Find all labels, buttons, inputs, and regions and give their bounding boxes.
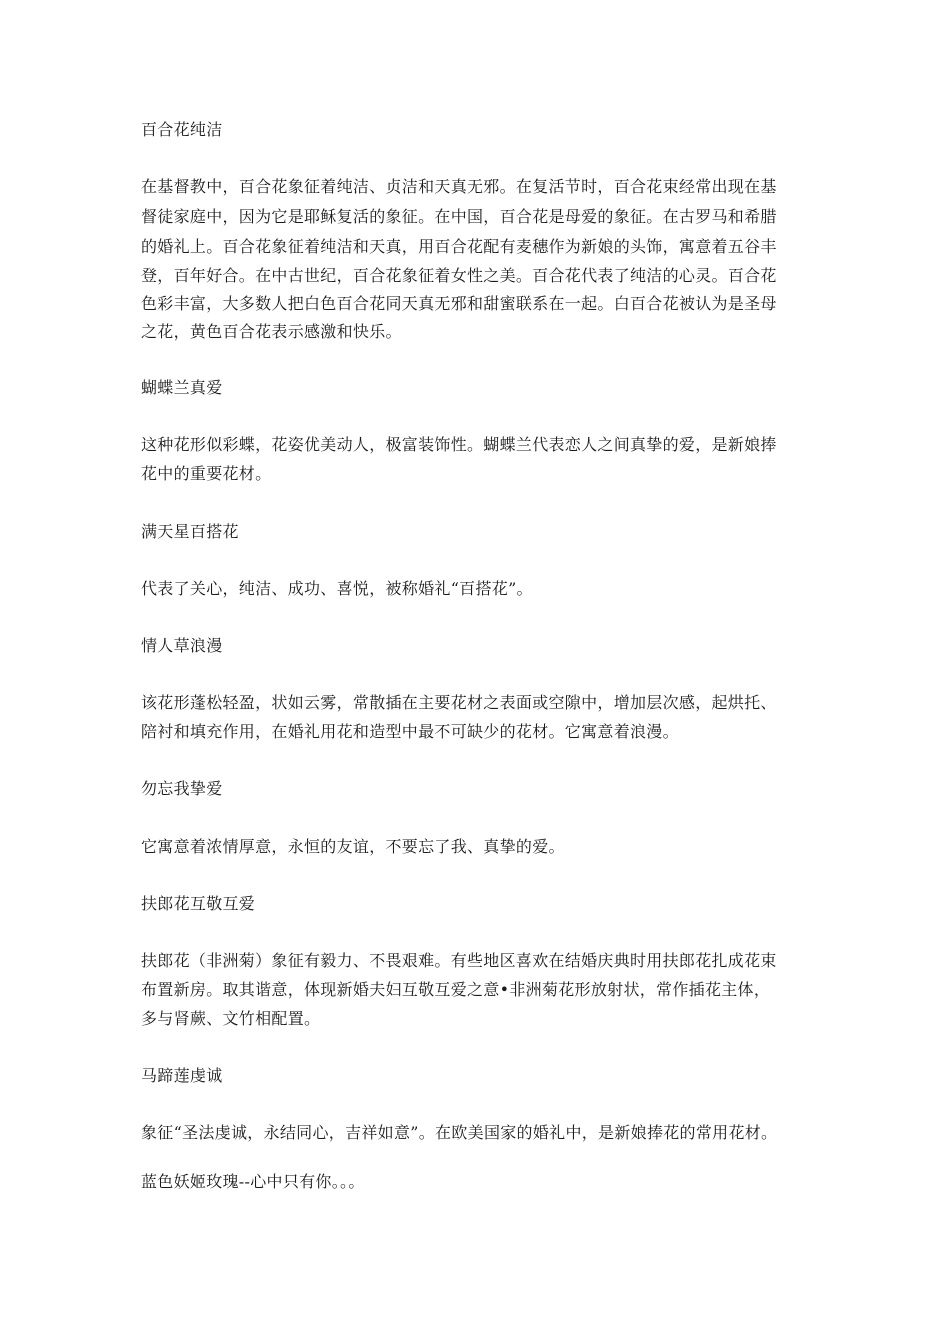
section-title-gypsophila: 满天星百搭花	[141, 522, 239, 541]
lily-text-line-5: 色彩丰富，大多数人把白色百合花同天真无邪和甜蜜联系在一起。白百合花被认为是圣母	[141, 294, 777, 313]
forget-me-not-text-line-1: 它寓意着浓情厚意，永恒的友谊，不要忘了我、真挚的爱。	[141, 837, 565, 856]
lily-text-line-3: 的婚礼上。百合花象征着纯洁和天真，用百合花配有麦穗作为新娘的头饰，寓意着五谷丰	[141, 237, 777, 256]
lily-text-line-6: 之花，黄色百合花表示感激和快乐。	[141, 322, 402, 341]
statice-text-line-2: 陪衬和填充作用，在婚礼用花和造型中最不可缺少的花材。它寓意着浪漫。	[141, 722, 679, 741]
gypsophila-text-line-1: 代表了关心，纯洁、成功、喜悦，被称婚礼“百搭花”。	[141, 579, 533, 598]
lily-text-line-2: 督徒家庭中，因为它是耶稣复活的象征。在中国，百合花是母爱的象征。在古罗马和希腊	[141, 207, 777, 226]
lily-text-line-1: 在基督教中，百合花象征着纯洁、贞洁和天真无邪。在复活节时，百合花束经常出现在基	[141, 177, 777, 196]
section-title-calla: 马蹄莲虔诚	[141, 1066, 223, 1085]
section-title-statice: 情人草浪漫	[141, 636, 223, 655]
gerbera-text-line-3: 多与肾蕨、文竹相配置。	[141, 1009, 321, 1028]
orchid-text-line-1: 这种花形似彩蝶，花姿优美动人，极富装饰性。蝴蝶兰代表恋人之间真挚的爱，是新娘捧	[141, 435, 777, 454]
section-title-lily: 百合花纯洁	[141, 120, 223, 139]
calla-text-line-1: 象征“圣法虔诚，永结同心，吉祥如意”。在欧美国家的婚礼中，是新娘捧花的常用花材。	[141, 1123, 778, 1142]
statice-text-line-1: 该花形蓬松轻盈，状如云雾，常散插在主要花材之表面或空隙中，增加层次感，起烘托、	[141, 693, 777, 712]
gerbera-text-line-1: 扶郎花（非洲菊）象征有毅力、不畏艰难。有些地区喜欢在结婚庆典时用扶郎花扎成花束	[141, 951, 777, 970]
section-title-orchid: 蝴蝶兰真爱	[141, 378, 223, 397]
orchid-text-line-2: 花中的重要花材。	[141, 464, 272, 483]
lily-text-line-4: 登，百年好合。在中古世纪，百合花象征着女性之美。百合花代表了纯洁的心灵。百合花	[141, 266, 777, 285]
closing-line-blue-rose: 蓝色妖姬玫瑰--心中只有你。。。	[141, 1172, 365, 1191]
gerbera-text-line-2: 布置新房。取其谐意，体现新婚夫妇互敬互爱之意•非洲菊花形放射状，常作插花主体，	[141, 980, 771, 999]
section-title-gerbera: 扶郎花互敬互爱	[141, 894, 256, 913]
section-title-forget-me-not: 勿忘我挚爱	[141, 779, 223, 798]
